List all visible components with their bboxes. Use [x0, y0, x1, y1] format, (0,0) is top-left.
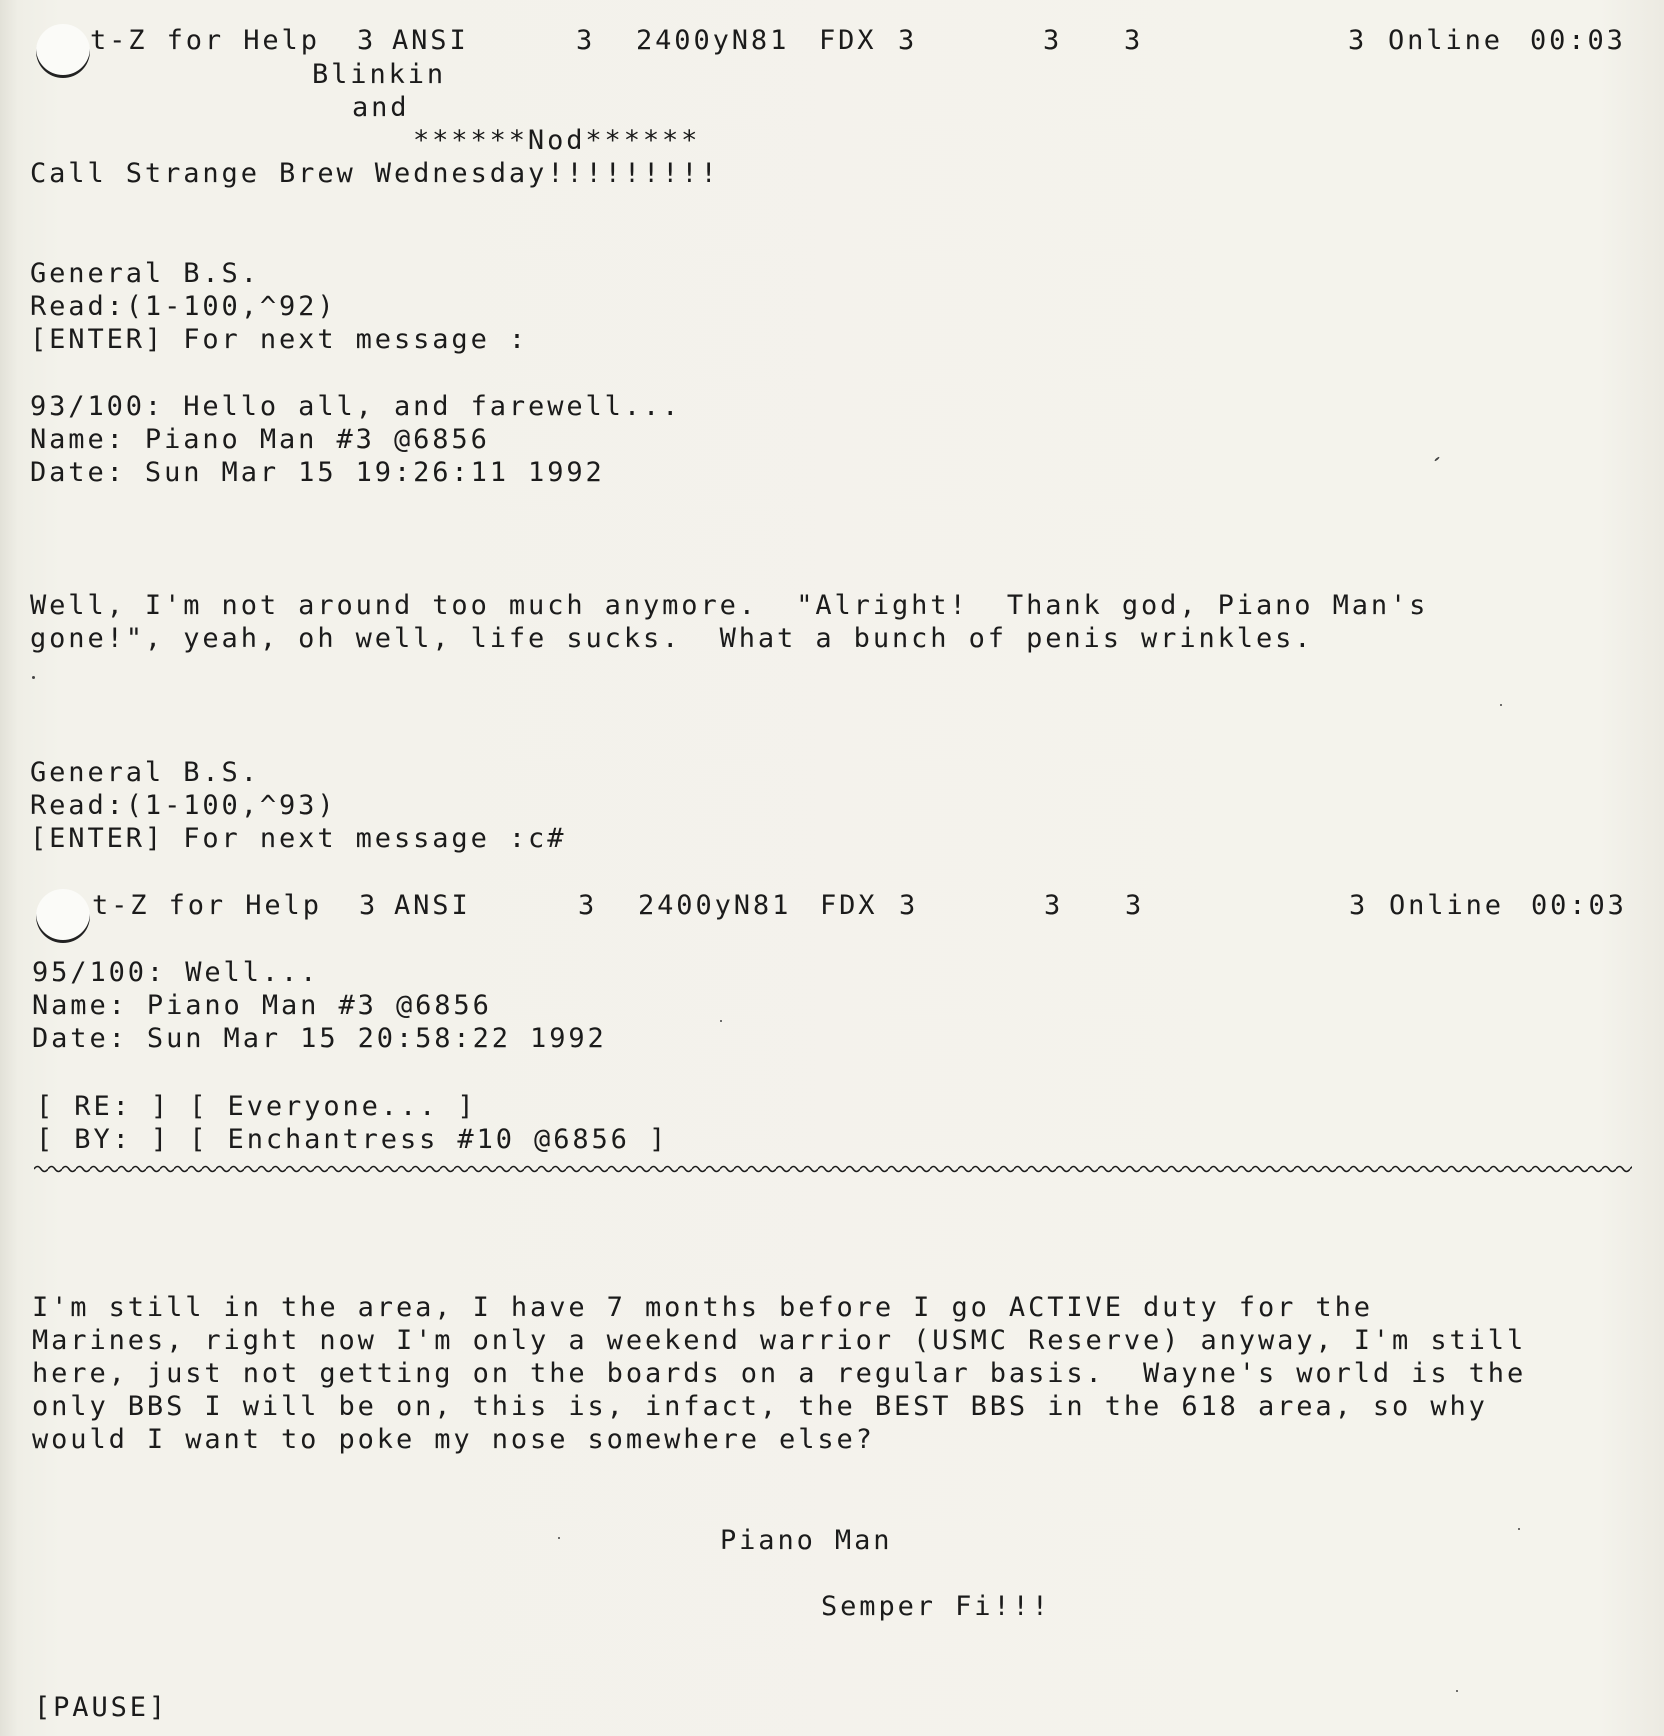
message-body-line: here, just not getting on the boards on a regular basis. Wayne's world is the	[32, 1358, 1527, 1389]
status-terminal-mode: ANSI	[394, 890, 471, 921]
message-body-line: Well, I'm not around too much anymore. "Alright! Thank god, Piano Man's	[30, 590, 1429, 621]
paper-speck	[1456, 1690, 1458, 1692]
status-baud: 2400yN81	[636, 25, 790, 56]
paper-speck	[1500, 704, 1502, 706]
status-help: t-Z for Help	[92, 890, 322, 921]
message-date: Date: Sun Mar 15 20:58:22 1992	[32, 1023, 607, 1054]
message-name: Name: Piano Man #3 @6856	[30, 424, 490, 455]
message-body-line: Marines, right now I'm only a weekend warrior (USMC Reserve) anyway, I'm still	[32, 1325, 1527, 1356]
enter-prompt: [ENTER] For next message :	[30, 324, 529, 355]
banner-line: ******Nod******	[413, 125, 701, 156]
status-online: Online	[1389, 890, 1504, 921]
status-online: Online	[1388, 25, 1503, 56]
tilde-divider	[34, 1162, 1632, 1174]
message-body-line: gone!", yeah, oh well, life sucks. What a bunch of penis wrinkles.	[30, 623, 1314, 654]
status-duplex: FDX	[819, 25, 877, 56]
banner-line: and	[352, 92, 410, 123]
message-name: Name: Piano Man #3 @6856	[32, 990, 492, 1021]
paper-speck	[720, 1020, 722, 1022]
binder-hole-1	[36, 24, 90, 78]
status-separator: 3	[1044, 890, 1064, 921]
status-duplex: FDX	[820, 890, 878, 921]
enter-prompt: [ENTER] For next message :c#	[30, 823, 567, 854]
paper-speck	[1434, 456, 1440, 461]
status-separator: 3	[576, 25, 596, 56]
status-separator: 3	[898, 25, 918, 56]
signoff: Semper Fi!!!	[821, 1591, 1051, 1622]
status-separator: 3	[1348, 25, 1368, 56]
status-separator: 3	[359, 890, 379, 921]
paper-speck	[1518, 1528, 1520, 1530]
read-range: Read:(1-100,^93)	[30, 790, 337, 821]
message-re-field: [ RE: ] [ Everyone... ]	[36, 1091, 477, 1122]
board-name: General B.S.	[30, 258, 260, 289]
status-separator: 3	[1125, 890, 1145, 921]
message-header: 95/100: Well...	[32, 957, 320, 988]
banner-line: Call Strange Brew Wednesday!!!!!!!!!	[30, 158, 720, 189]
pause-prompt: [PAUSE]	[34, 1692, 169, 1723]
message-body-line: I'm still in the area, I have 7 months before I go ACTIVE duty for the	[32, 1292, 1373, 1323]
message-body-line: would I want to poke my nose somewhere else?	[32, 1424, 875, 1455]
status-terminal-mode: ANSI	[392, 25, 469, 56]
message-header: 93/100: Hello all, and farewell...	[30, 391, 682, 422]
read-range: Read:(1-100,^92)	[30, 291, 337, 322]
banner-line: Blinkin	[312, 59, 447, 90]
message-body-line: only BBS I will be on, this is, infact, the BEST BBS in the 618 area, so why	[32, 1391, 1488, 1422]
binder-hole-2	[36, 889, 90, 943]
status-separator: 3	[1124, 25, 1144, 56]
status-baud: 2400yN81	[638, 890, 792, 921]
status-time: 00:03	[1530, 25, 1626, 56]
paper-speck	[32, 676, 35, 679]
status-time: 00:03	[1531, 890, 1627, 921]
status-help: t-Z for Help	[90, 25, 320, 56]
paper-speck	[558, 1537, 560, 1539]
status-separator: 3	[578, 890, 598, 921]
message-date: Date: Sun Mar 15 19:26:11 1992	[30, 457, 605, 488]
board-name: General B.S.	[30, 757, 260, 788]
status-separator: 3	[357, 25, 377, 56]
status-separator: 3	[1043, 25, 1063, 56]
status-separator: 3	[899, 890, 919, 921]
message-by-field: [ BY: ] [ Enchantress #10 @6856 ]	[36, 1124, 669, 1155]
status-separator: 3	[1349, 890, 1369, 921]
signature: Piano Man	[720, 1525, 893, 1556]
